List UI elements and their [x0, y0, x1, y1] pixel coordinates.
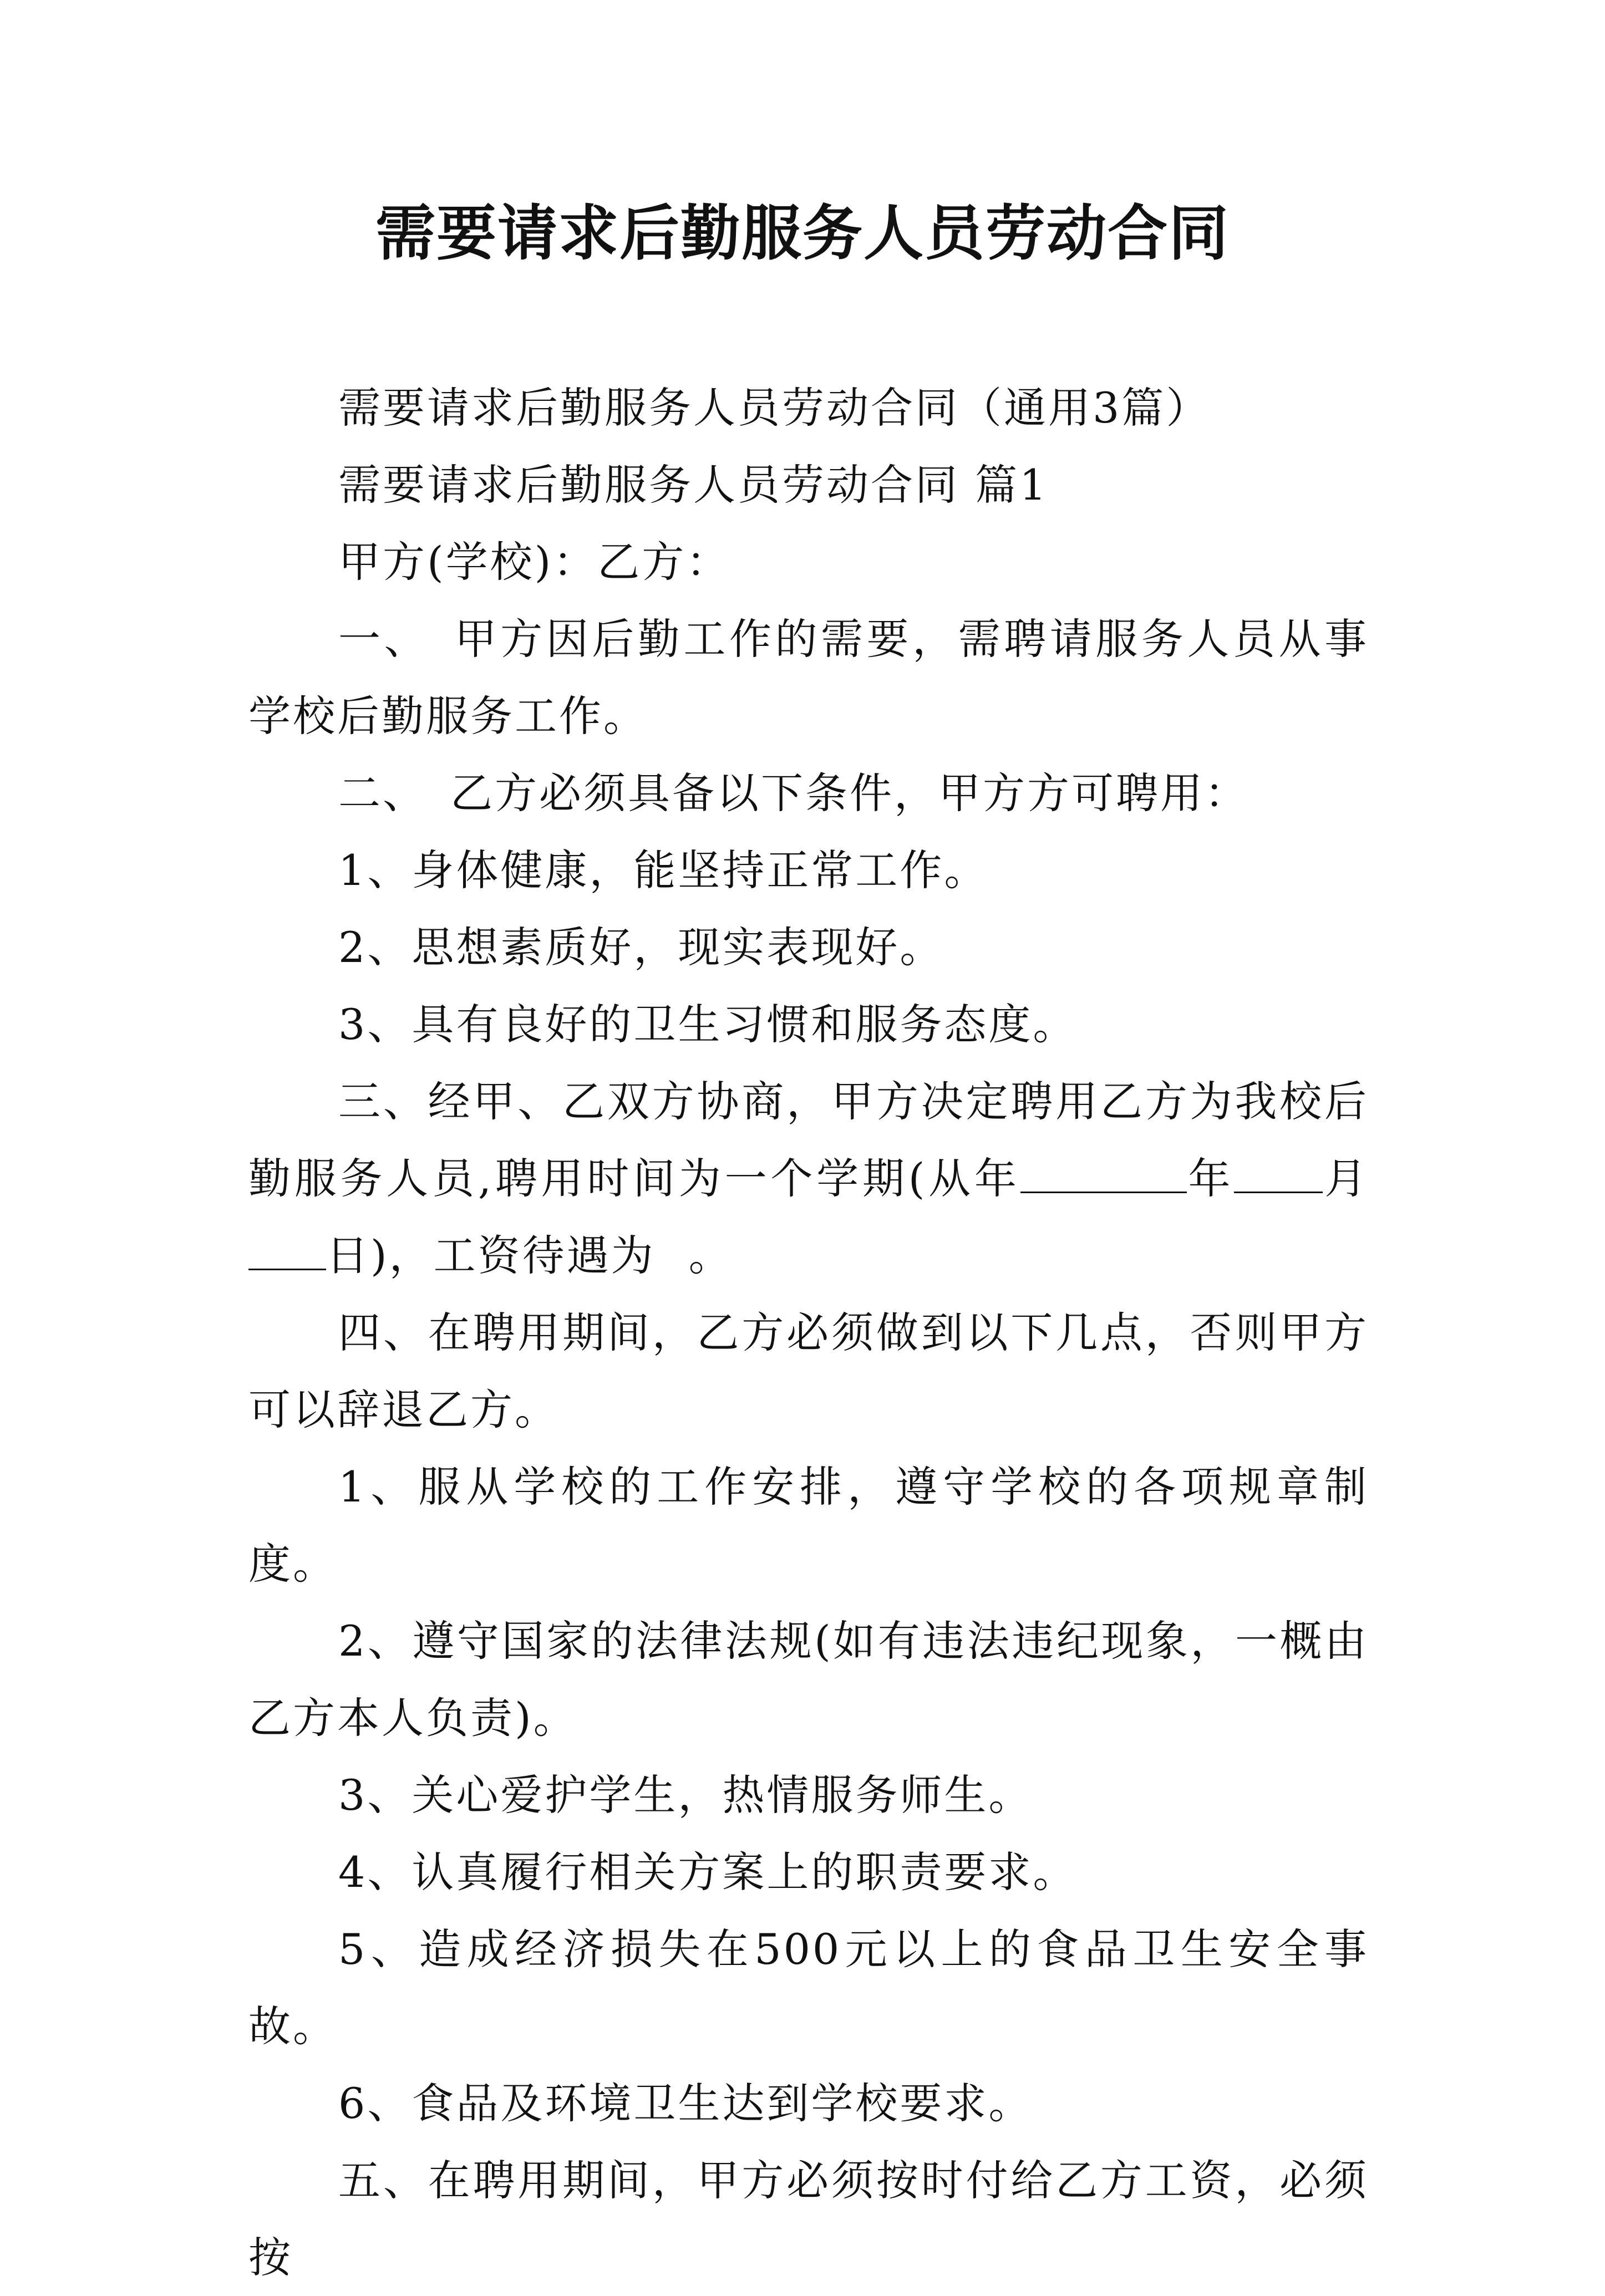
paragraph-clause-2: 二、 乙方必须具备以下条件，甲方方可聘用：	[338, 768, 1249, 818]
document-body	[248, 369, 1369, 2296]
blank-salary	[656, 1233, 689, 1270]
blank-month	[1234, 1154, 1323, 1193]
paragraph-duty-2: 2、遵守国家的法律法规(如有违法违纪现象，一概由乙方本人负责)。	[248, 1616, 1369, 1743]
paragraph-chapter-heading: 需要请求后勤服务人员劳动合同 篇1	[338, 460, 1049, 510]
paragraph-duty-5: 5、造成经济损失在500元以上的食品卫生安全事故。	[248, 1925, 1369, 2051]
paragraph-clause-3	[248, 1063, 1369, 1294]
paragraph-duty-4: 4、认真履行相关方案上的职责要求。	[338, 1847, 1078, 1897]
paragraph-condition-1: 1、身体健康，能坚持正常工作。	[338, 846, 989, 895]
blank-year	[1020, 1154, 1187, 1193]
clause-3-year-label: 年	[1186, 1154, 1235, 1203]
paragraph-duty-6: 6、食品及环境卫生达到学校要求。	[338, 2079, 1033, 2128]
clause-3-text-start: 三、经甲、乙双方协商，甲方决定聘用乙方为我校后勤服务人员,聘用时间为一个学期(从年	[248, 1077, 1369, 1203]
paragraph-clause-5: 五、在聘用期间，甲方必须按时付给乙方工资，必须按	[248, 2156, 1369, 2282]
paragraph-clause-1: 一、 甲方因后勤工作的需要，需聘请服务人员从事学校后勤服务工作。	[248, 614, 1369, 741]
blank-day	[248, 1231, 326, 1270]
paragraph-duty-1: 1、服从学校的工作安排，遵守学校的各项规章制度。	[248, 1462, 1369, 1589]
document-title: 需要请求后勤服务人员劳动合同	[375, 199, 1230, 268]
paragraph-parties: 甲方(学校)：乙方：	[338, 537, 731, 587]
paragraph-condition-3: 3、具有良好的卫生习惯和服务态度。	[338, 1000, 1078, 1049]
clause-3-end-period: 。	[688, 1231, 733, 1280]
paragraph-clause-4: 四、在聘用期间，乙方必须做到以下几点，否则甲方可以辞退乙方。	[248, 1308, 1369, 1434]
clause-3-day-and-salary: 日)，工资待遇为	[326, 1231, 656, 1280]
clause-3-month-label: 月	[1323, 1154, 1369, 1203]
paragraph-subtitle: 需要请求后勤服务人员劳动合同（通用3篇）	[338, 383, 1211, 432]
paragraph-condition-2: 2、思想素质好，现实表现好。	[338, 923, 944, 972]
paragraph-duty-3: 3、关心爱护学生，热情服务师生。	[338, 1770, 1033, 1820]
